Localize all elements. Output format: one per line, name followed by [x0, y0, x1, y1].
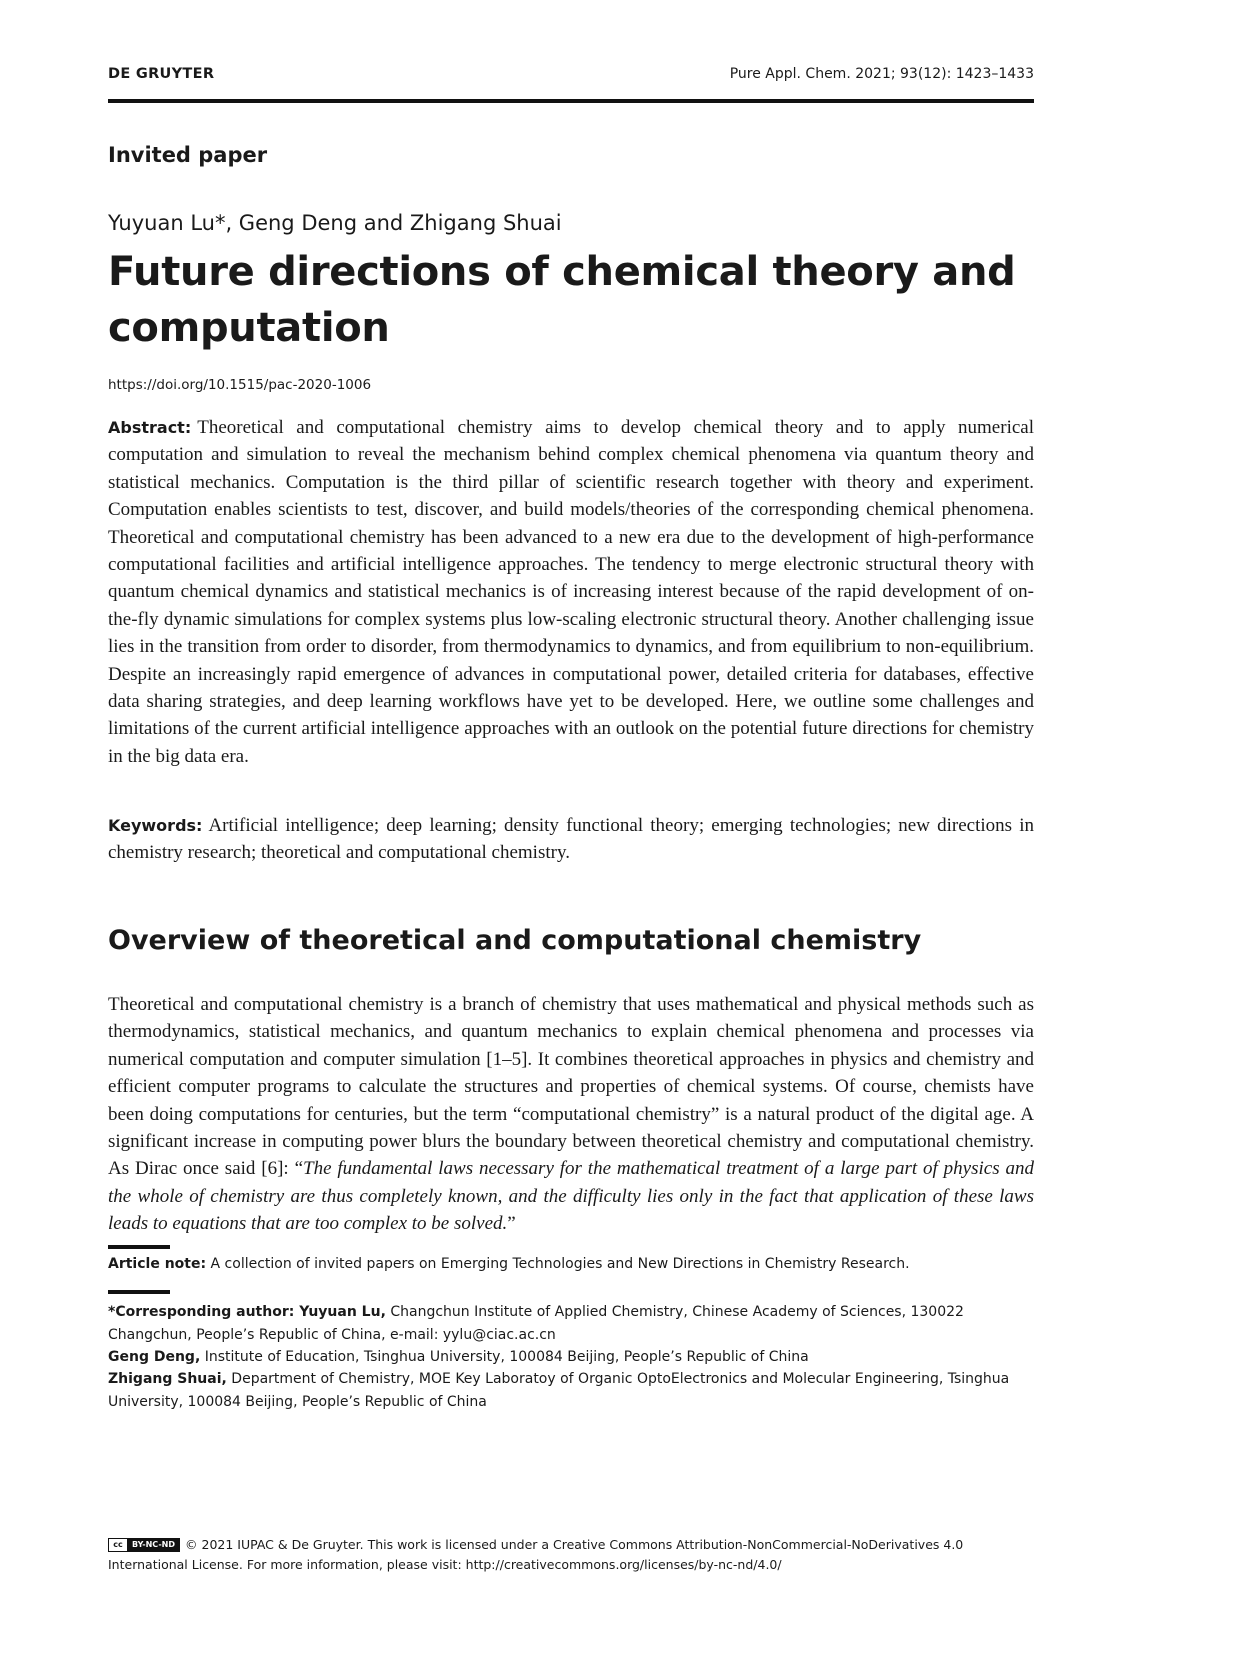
- author2-label: Geng Deng,: [108, 1349, 201, 1365]
- publisher-name: DE GRUYTER: [108, 66, 215, 82]
- affiliation-rule: [108, 1290, 170, 1294]
- paper-title: Future directions of chemical theory and computation: [108, 249, 1016, 351]
- paragraph-text: Theoretical and computational chemistry is a branch of chemistry that uses mathematical and physical methods such as thermodynamics, statistical mechanics, and quantum mechanics to explain chemical phenomena and processes via numerical computation and computer simulation [1–5]. It combines theoretical approaches in physics and chemistry and efficient computer programs to calculate the structures and properties of chemical systems. Of course, chemists have been doing computations for centuries, but the term “computational chemistry” is a natural product of the digital age. A significant increase in computing power blurs the boundary between theoretical chemistry and computational chemistry. As Dirac once said [6]: “: [108, 994, 1034, 1180]
- keywords: [108, 812, 1034, 867]
- quote-close: ”: [507, 1213, 516, 1235]
- keywords-text: Artificial intelligence; deep learning; density functional theory; emerging technologies; new directions in chemistry research; theoretical and computational chemistry.: [108, 815, 1034, 864]
- author3-label: Zhigang Shuai,: [108, 1371, 227, 1387]
- abstract: [108, 414, 1034, 770]
- author3-text: Department of Chemistry, MOE Key Laboratoy of Organic OptoElectronics and Molecular Engineering, Tsinghua University, 100084 Beijing, People’s Republic of China: [108, 1371, 1010, 1410]
- article-note-label: Article note:: [108, 1256, 207, 1272]
- author2-text: Institute of Education, Tsinghua University, 100084 Beijing, People’s Republic of China: [204, 1349, 809, 1365]
- running-header: [108, 66, 1034, 90]
- cc-icon: cc: [109, 1539, 128, 1551]
- corresponding-label: *Corresponding author: Yuyuan Lu,: [108, 1304, 386, 1320]
- corresponding-text: Changchun Institute of Applied Chemistry, Chinese Academy of Sciences, 130022 Changchun, People’s Republic of China, e-mail: yylu@ciac.ac.cn: [108, 1304, 964, 1343]
- affiliation-shuai: [108, 1368, 1034, 1414]
- footnote-rule: [108, 1245, 170, 1249]
- article-note-text: A collection of invited papers on Emerging Technologies and New Directions in Chemistry Research.: [210, 1256, 910, 1272]
- abstract-label: Abstract:: [108, 418, 192, 437]
- article-type: Invited paper: [108, 143, 268, 167]
- cc-license-badge[interactable]: [108, 1538, 180, 1552]
- header-rule: [108, 99, 1034, 103]
- dirac-quote: The fundamental laws necessary for the mathematical treatment of a large part of physics and the whole of chemistry are thus completely known, and the difficulty lies only in the fact that application of these laws leads to equations that are too complex to be solved.: [108, 1158, 1034, 1235]
- license-notice: [108, 1535, 1034, 1575]
- keywords-label: Keywords:: [108, 816, 203, 835]
- journal-citation: Pure Appl. Chem. 2021; 93(12): 1423–1433: [729, 66, 1034, 82]
- article-note: [108, 1253, 1034, 1276]
- doi-link[interactable]: https://doi.org/10.1515/pac-2020-1006: [108, 377, 372, 393]
- body-paragraph: [108, 991, 1034, 1238]
- license-text: © 2021 IUPAC & De Gruyter. This work is licensed under a Creative Commons Attribution-NonCommercial-NoDerivatives 4.0 International License. For more information, please visit: http://creativecommons.org/licenses/by-nc-nd/4.0/: [108, 1537, 964, 1572]
- section-heading: Overview of theoretical and computational chemistry: [108, 925, 922, 956]
- affiliation-deng: [108, 1346, 1034, 1369]
- author-list: Yuyuan Lu*, Geng Deng and Zhigang Shuai: [108, 211, 562, 235]
- cc-badge-label: BY-NC-ND: [128, 1539, 179, 1551]
- corresponding-author: [108, 1301, 1034, 1347]
- abstract-text: Theoretical and computational chemistry aims to develop chemical theory and to apply numerical computation and simulation to reveal the mechanism behind complex chemical phenomena via quantum theory and statistical mechanics. Computation is the third pillar of scientific research together with theory and experiment. Computation enables scientists to test, discover, and build models/theories of the corresponding chemical phenomena. Theoretical and computational chemistry has been advanced to a new era due to the development of high-performance computational facilities and artificial intelligence approaches. The tendency to merge electronic structural theory with quantum chemical dynamics and statistical mechanics is of increasing interest because of the rapid development of on-the-fly dynamic simulations for complex systems plus low-scaling electronic structural theory. Another challenging issue lies in the transition from order to disorder, from thermodynamics to dynamics, and from equilibrium to non-equilibrium. Despite an increasingly rapid emergence of advances in computational power, detailed criteria for databases, effective data sharing strategies, and deep learning workflows have yet to be developed. Here, we outline some challenges and limitations of the current artificial intelligence approaches with an outlook on the potential future directions for chemistry in the big data era.: [108, 417, 1034, 767]
